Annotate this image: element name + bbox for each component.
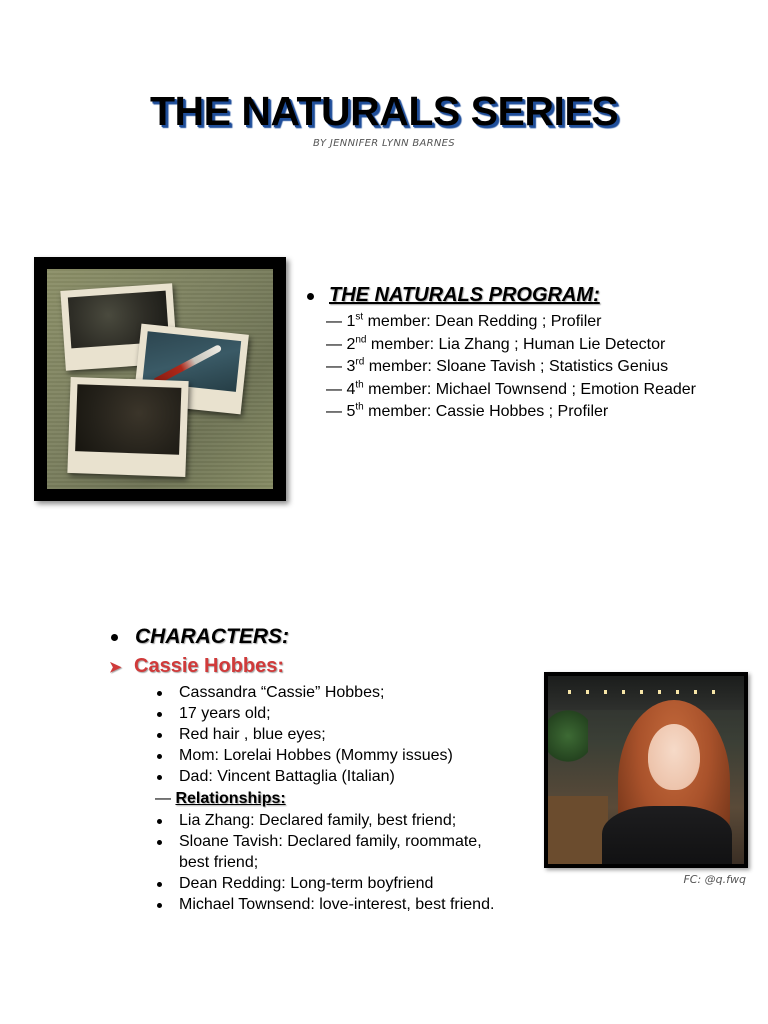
list-item: Sloane Tavish: Declared family, roommate, best friend; [155,831,509,873]
author-byline: BY JENNIFER LYNN BARNES [313,138,455,149]
list-item: — 4th member: Michael Townsend ; Emotion Reader [326,379,697,398]
program-section [305,284,765,424]
polaroid-photo [67,377,188,477]
arrow-icon: ➤ [109,659,122,676]
program-heading [305,284,765,307]
list-item: Dad: Vincent Battaglia (Italian) [155,766,539,787]
member-list [326,311,765,424]
bullet-icon [307,293,314,300]
polaroid-artwork [34,257,286,501]
character-name-text: Cassie Hobbes: [134,655,285,677]
artwork-background [47,269,273,489]
bullet-icon [111,634,118,641]
list-item: — 5th member: Cassie Hobbes ; Profiler [326,401,609,420]
photo-credit: FC: @q.fwq [683,873,746,886]
list-item: Red hair , blue eyes; [155,724,539,745]
relationships-heading: — Relationships: [155,790,286,807]
list-item: — 1st member: Dean Redding ; Profiler [326,311,602,330]
characters-section [109,625,539,915]
list-item: Michael Townsend: love-interest, best friend. [155,894,539,915]
list-item: 17 years old; [155,703,539,724]
program-heading-text: THE NATURALS PROGRAM [329,284,594,306]
program-heading-colon: : [593,284,600,306]
relationships-label: Relationships: [175,790,286,807]
characters-heading-text: CHARACTERS: [135,625,289,648]
list-item: — 2nd member: Lia Zhang ; Human Lie Detector [326,334,666,353]
list-item: Cassandra “Cassie” Hobbes; [155,682,539,703]
character-details [155,682,539,787]
document-title: THE NATURALS SERIES [149,88,619,134]
list-item: — 3rd member: Sloane Tavish ; Statistics Genius [326,356,669,375]
characters-heading [109,625,539,649]
character-name [109,655,539,678]
relationships-list [155,810,539,915]
list-item: Lia Zhang: Declared family, best friend; [155,810,539,831]
list-item: Mom: Lorelai Hobbes (Mommy issues) [155,745,539,766]
list-item: Dean Redding: Long-term boyfriend [155,873,539,894]
portrait-photo [548,676,744,864]
character-portrait [544,672,748,868]
